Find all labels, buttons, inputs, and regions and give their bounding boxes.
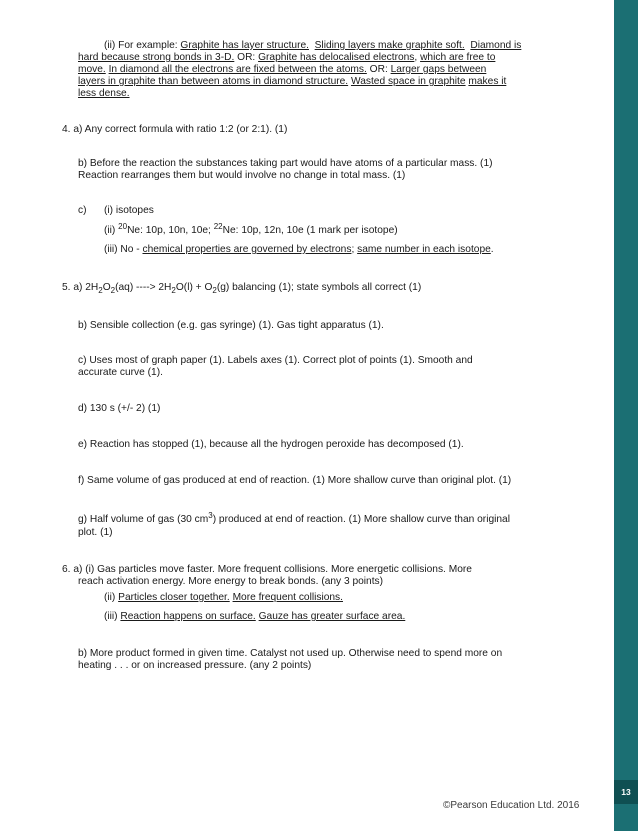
q5-f: f) Same volume of gas produced at end of reaction. (1) More shallow curve than original plot. (1)	[78, 475, 512, 486]
q6-a-line1: 6. a) (i) Gas particles move faster. More frequent collisions. More energetic collisions. More	[62, 564, 472, 575]
q5-b: b) Sensible collection (e.g. gas syringe) (1). Gas tight apparatus (1).	[78, 320, 384, 331]
copyright-footer: ©Pearson Education Ltd. 2016	[443, 800, 580, 811]
q5-g-line1: g) Half volume of gas (30 $cm^3$) produced at end of reaction. (1) More shallow curve than original	[78, 511, 510, 525]
q4-c-iii: (iii) No - chemical properties are governed by electrons; same number in each isotope.	[104, 244, 494, 255]
q3-ii-line5: less dense.	[78, 88, 130, 99]
q3-ii-line2: hard because strong bonds in 3-D. OR: Graphite has delocalised electrons, which are free to	[78, 52, 496, 63]
q4-c-ii: (ii) $^{20}$Ne: 10p, 10n, 10e; $^{22}$Ne: 10p, 12n, 10e (1 mark per isotope)	[104, 222, 398, 236]
q6-b-line2: heating . . . or on increased pressure. (any 2 points)	[78, 660, 312, 671]
subject-sidebar	[614, 0, 638, 831]
q5-a: 5. a) $2H_2O_2(aq)$ ----> $2H_2O(l) + O_2(g)$ balancing (1); state symbols all correct (1)	[62, 282, 422, 295]
q3-ii-line4: layers in graphite than between atoms in diamond structure. Wasted space in graphite makes it	[78, 76, 507, 87]
q4-a: 4. a) Any correct formula with ratio 1:2 (or 2:1). (1)	[62, 124, 288, 135]
q5-d: d) 130 s (+/- 2) (1)	[78, 403, 161, 414]
subject-label	[0, 0, 24, 831]
q5-g-line2: plot. (1)	[78, 527, 113, 538]
q4-b-line1: b) Before the reaction the substances taking part would have atoms of a particular mass. (1)	[78, 158, 493, 169]
q3-ii-line1: (ii) For example: Graphite has layer structure. Sliding layers make graphite soft. Diamond is	[104, 40, 522, 51]
q5-e: e) Reaction has stopped (1), because all the hydrogen peroxide has decomposed (1).	[78, 439, 464, 450]
q3-ii-line3: move. In diamond all the electrons are fixed between the atoms. OR: Larger gaps between	[78, 64, 487, 75]
subject-label-text: Chemistry	[6, 451, 18, 505]
q5-c-line1: c) Uses most of graph paper (1). Labels axes (1). Correct plot of points (1). Smooth and	[78, 355, 473, 366]
q4-c-i: (i) isotopes	[104, 205, 154, 216]
q6-a-iii: (iii) Reaction happens on surface. Gauze has greater surface area.	[104, 611, 406, 622]
q6-a-line2: reach activation energy. More energy to break bonds. (any 3 points)	[78, 576, 384, 587]
q4-b-line2: Reaction rearranges them but would involve no change in total mass. (1)	[78, 170, 406, 181]
q4-c-label: c)	[78, 205, 87, 216]
q6-b-line1: b) More product formed in given time. Catalyst not used up. Otherwise need to spend more on	[78, 648, 503, 659]
q5-c-line2: accurate curve (1).	[78, 367, 163, 378]
page-number: 13	[614, 780, 638, 804]
q6-a-ii: (ii) Particles closer together. More frequent collisions.	[104, 592, 343, 603]
